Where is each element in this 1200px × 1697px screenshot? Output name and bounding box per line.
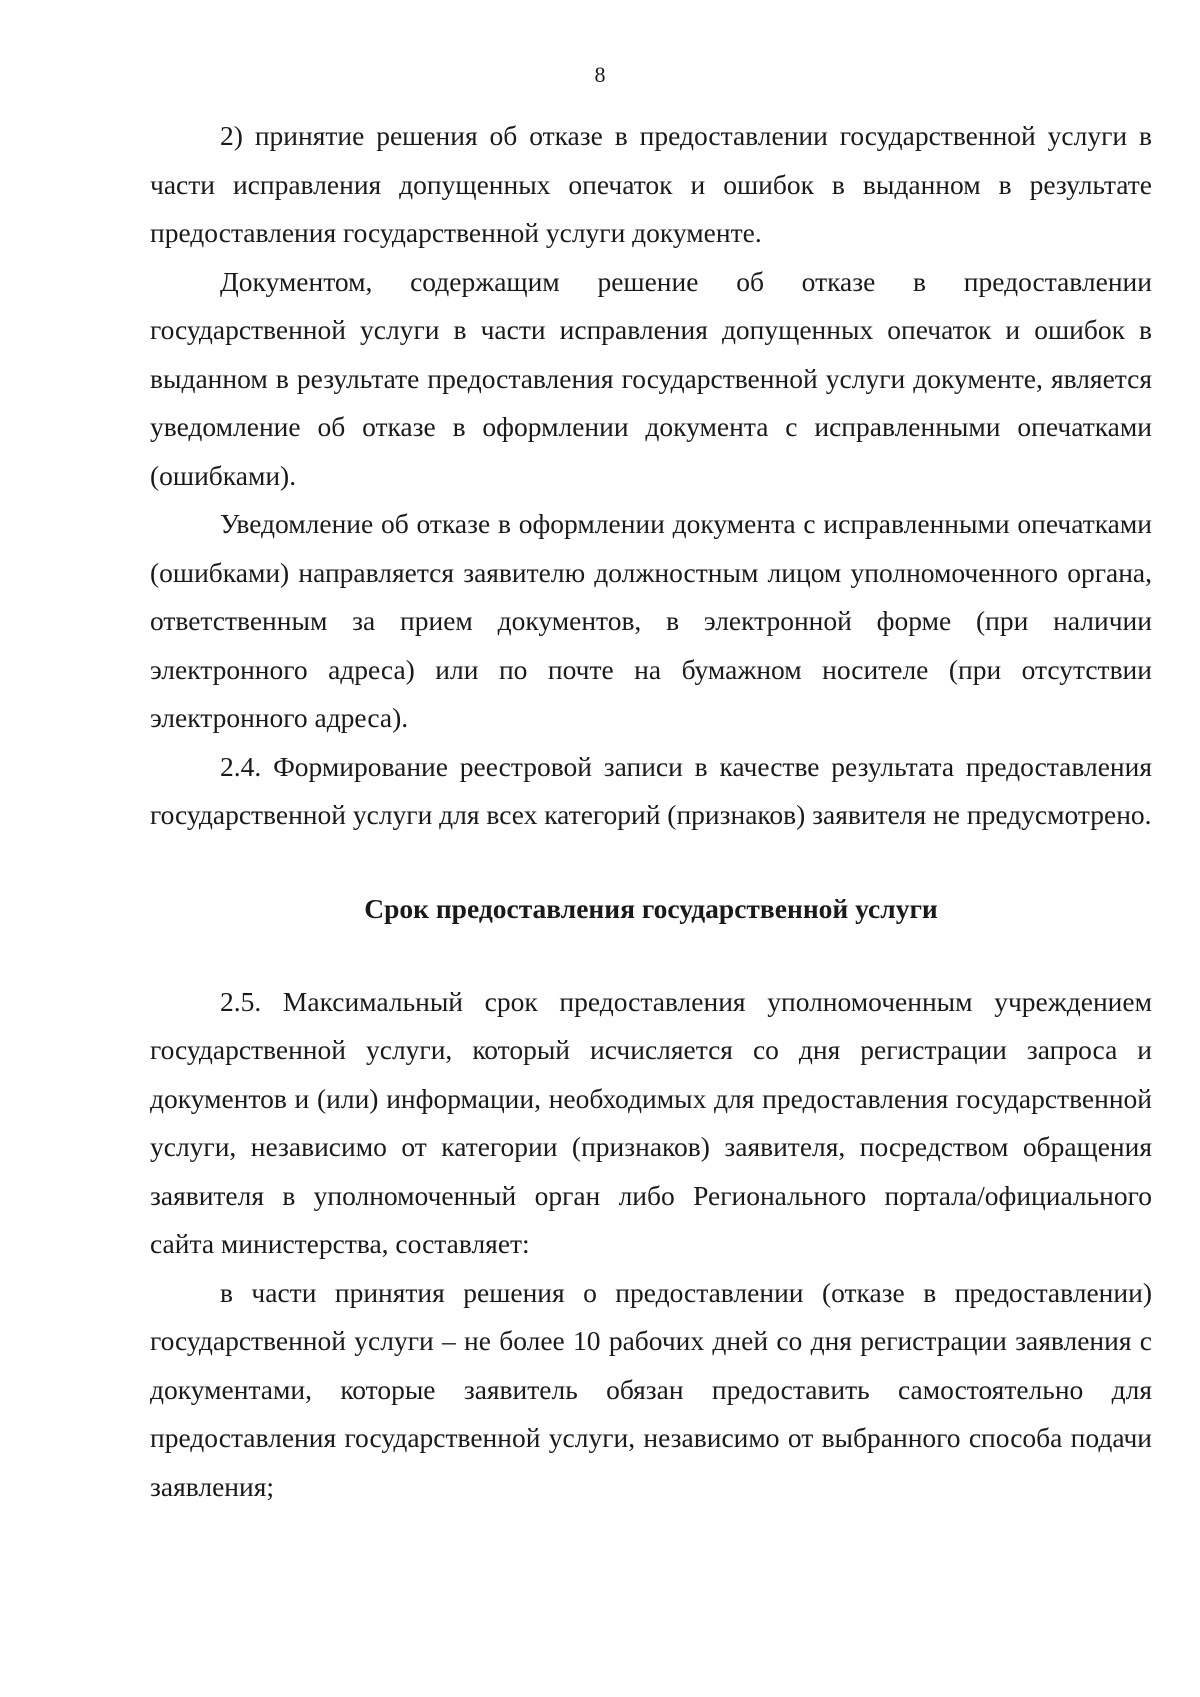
paragraph-refusal-notification: Уведомление об отказе в оформлении документа с исправленными опечатками (ошибками) направляется заявителю должностным лицом уполномоченного органа, ответственным за прием документов, в электронной форме (при наличии электронного адреса) или по почте на бумажном носителе (при отсутствии электронного адреса). bbox=[150, 508, 1152, 733]
paragraph-2-5-max-term: 2.5. Максимальный срок предоставления уполномоченным учреждением государственной услуги, который исчисляется со дня регистрации запроса и документов и (или) информации, необходимых для предоставления государственной услуги, независимо от категории (признаков) заявителя, посредством обращения заявителя в уполномоченный орган либо Регионального портала/официального сайта министерства, составляет: bbox=[150, 985, 1152, 1259]
paragraph-decision-term: в части принятия решения о предоставлении (отказе в предоставлении) государственной услуги – не более 10 рабочих дней со дня регистрации заявления с документами, которые заявитель обязан предоставить самостоятельно для предоставления государственной услуги, независимо от выбранного способа подачи заявления; bbox=[150, 1276, 1152, 1502]
paragraph-2-4-registry-record: 2.4. Формирование реестровой записи в качестве результата предоставления государственной услуги для всех категорий (признаков) заявителя не предусмотрено. bbox=[150, 750, 1152, 830]
document-body bbox=[150, 112, 1152, 1511]
paragraph-refusal-document: Документом, содержащим решение об отказе в предоставлении государственной услуги в части исправления допущенных опечаток и ошибок в выданном в результате предоставления государственной услуги документе, является уведомление об отказе в оформлении документа с исправленными опечатками (ошибками). bbox=[150, 265, 1152, 491]
page-number: 8 bbox=[594, 62, 606, 87]
section-heading: Срок предоставления государственной услуги bbox=[364, 892, 938, 924]
paragraph-refusal-item-2: 2) принятие решения об отказе в предоставлении государственной услуги в части исправления допущенных опечаток и ошибок в выданном в результате предоставления государственной услуги документе. bbox=[150, 120, 1152, 248]
